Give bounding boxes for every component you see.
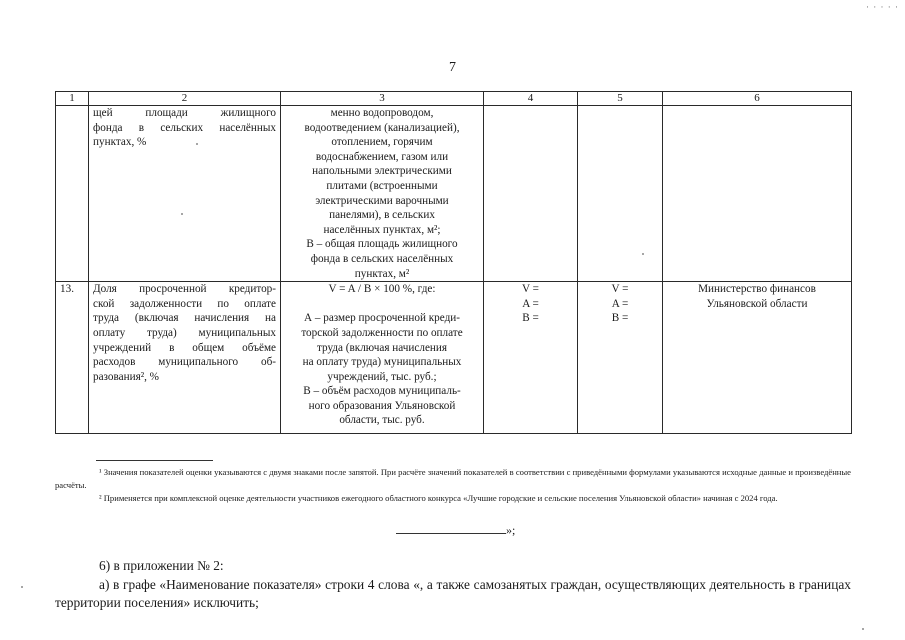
indicator-name-cell (89, 282, 281, 434)
value-cell-col4 (484, 106, 578, 282)
variable-label: V = (522, 283, 539, 296)
scan-speck (181, 213, 183, 215)
formula-line: напольными электрическими (312, 165, 452, 178)
source-line: Ульяновской области (706, 297, 808, 310)
amendment-subitem-a: а) в графе «Наименование показателя» строки 4 слова «, а также самозанятых граждан, осуществляющих деятельность в границах территории поселения» исключить; (55, 577, 851, 610)
formula-line: населённых пунктах, м²; (323, 223, 441, 236)
source-line: Министерство финансов (698, 283, 816, 296)
scan-speck (21, 586, 23, 588)
formula-line: водоснабжением, газом или (315, 150, 449, 163)
formula-line: учреждений, тыс. руб.; (327, 370, 437, 383)
footnote-2: ² Применяется при комплексной оценке деятельности участников ежегодного областного конкурса «Лучшие городские и сельские поселения Ульяновской области» начиная с 2024 года. (99, 493, 778, 503)
scan-speck (642, 253, 644, 255)
closing-blank-line (396, 522, 506, 534)
formula-line: фонда в сельских населённых (310, 252, 454, 265)
closing-mark: »; (506, 523, 516, 537)
header-cell: 4 (484, 92, 578, 106)
formula-line: области, тыс. руб. (339, 414, 425, 427)
variable-label: V = (611, 283, 629, 296)
formula-line: водоотведением (канализацией), (304, 121, 460, 134)
indicator-name-line: труда (включая начисления на (93, 312, 276, 325)
indicator-name-line: расходов муниципального об- (93, 356, 276, 369)
formula-line: пунктах, м² (354, 267, 410, 280)
variable-label: B = (611, 312, 629, 325)
indicator-name-line: щей площади жилищного (93, 107, 276, 119)
formula-line: В – объём расходов муниципаль- (303, 385, 461, 398)
formula-cell (281, 282, 484, 434)
scan-speck (196, 143, 198, 145)
amendment-item-6: 6) в приложении № 2: (99, 558, 224, 573)
formula-line: отоплением, горячим (331, 136, 433, 149)
header-cell: 6 (663, 92, 852, 106)
header-cell: 3 (281, 92, 484, 106)
row-number-cell: 13. (56, 282, 89, 434)
formula-line: панелями), в сельских (329, 209, 435, 222)
indicator-name-line: оплату труда) муниципальных (93, 326, 276, 339)
indicator-name-line: учреждений в общем объёме (93, 341, 276, 354)
indicator-name-line: разования², % (93, 370, 159, 383)
indicators-table (55, 91, 852, 434)
indicator-name-line: Доля просроченной кредитор- (93, 283, 276, 296)
indicator-name-line: фонда в сельских населённых (93, 121, 276, 134)
value-cell-col5 (578, 106, 663, 282)
indicator-name-line: пунктах, % (93, 136, 147, 149)
header-cell: 1 (56, 92, 89, 106)
formula-cell (281, 106, 484, 282)
scan-speck (862, 628, 864, 630)
formula-line: В – общая площадь жилищного (306, 238, 458, 251)
table-row-13 (56, 282, 852, 434)
footnote-separator (96, 460, 213, 461)
footnote-1: ¹ Значения показателей оценки указываются с двумя знаками после запятой. При расчёте значений показателей в соответствии с приведёнными формулами указываются исходные данные и произведённые расчёты. (55, 467, 851, 490)
variable-label: B = (522, 312, 539, 325)
header-cell: 5 (578, 92, 663, 106)
header-cell: 2 (89, 92, 281, 106)
row-number-cell (56, 106, 89, 282)
formula-line: плитами (встроенными (326, 179, 438, 192)
indicator-name-cell (89, 106, 281, 282)
scan-corner-mark: · · · · · (866, 2, 899, 12)
formula-line: на оплату труда) муниципальных (302, 356, 462, 369)
source-cell (663, 282, 852, 434)
page-number: 7 (449, 60, 456, 75)
value-cell-col5 (578, 282, 663, 434)
table-row-continued (56, 106, 852, 282)
formula-line: торской задолженности по оплате (301, 326, 463, 339)
formula-line: труда (включая начисления (316, 341, 448, 354)
value-cell-col4 (484, 282, 578, 434)
formula-line: ного образования Ульяновской (308, 399, 456, 412)
table-header-row (56, 92, 852, 106)
formula-spacer (285, 297, 479, 312)
formula-line: электрическими варочными (315, 194, 449, 207)
source-cell (663, 106, 852, 282)
closing-quote (396, 522, 515, 538)
variable-label: A = (522, 297, 539, 310)
formula-line: V = A / B × 100 %, где: (328, 283, 436, 296)
indicator-name-line: ской задолженности по оплате (93, 297, 276, 310)
variable-label: A = (611, 297, 629, 310)
formula-line: А – размер просроченной креди- (303, 312, 461, 325)
formula-line: менно водопроводом, (330, 107, 434, 119)
